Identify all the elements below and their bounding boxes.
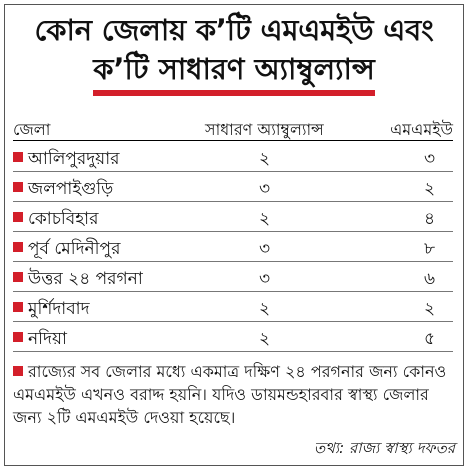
district-name: নদিয়া	[28, 329, 67, 349]
row-marker	[13, 182, 23, 192]
district-name: আলিপুরদুয়ার	[28, 149, 120, 169]
table-row	[13, 232, 453, 262]
footnote-marker	[13, 366, 23, 376]
infographic-card	[4, 4, 464, 466]
table-row	[13, 142, 453, 172]
row-marker	[13, 242, 23, 252]
mmu-count: ৪	[423, 209, 435, 229]
row-marker	[13, 302, 23, 312]
mmu-count: ৫	[423, 329, 435, 349]
header-divider	[13, 140, 453, 141]
row-marker	[13, 152, 23, 162]
table-row	[13, 292, 453, 322]
general-ambulance-count: ২	[259, 149, 271, 169]
row-marker	[13, 332, 23, 342]
general-ambulance-count: ২	[259, 209, 271, 229]
district-name: মুর্শিদাবাদ	[28, 299, 90, 319]
header-general-ambulance: সাধারণ অ্যাম্বুল্যান্স	[205, 120, 324, 139]
general-ambulance-count: ২	[259, 299, 271, 319]
table-header	[13, 117, 453, 141]
footnote-text: রাজ্যের সব জেলার মধ্যে একমাত্র দক্ষিণ ২৪ পরগনার জন্য কোনও এমএমইউ এখনও বরাদ্দ হয়নি। যদিও ডায়মন্ডহারবার স্বাস্থ্য জেলার জন্য ২টি এমএমইউ দেওয়া হয়েছে।	[13, 362, 447, 427]
source-credit: তথ্য: রাজ্য স্বাস্থ্য দফতর	[313, 439, 455, 457]
title-underline	[93, 90, 375, 96]
general-ambulance-count: ৩	[259, 179, 271, 199]
district-name: উত্তর ২৪ পরগনা	[28, 269, 143, 289]
mmu-count: ৩	[423, 149, 435, 169]
table-row	[13, 202, 453, 232]
mmu-count: ৬	[423, 269, 435, 289]
mmu-count: ২	[423, 299, 435, 319]
mmu-count: ৮	[423, 239, 435, 259]
header-mmu: এমএমইউ	[390, 120, 453, 139]
general-ambulance-count: ৩	[259, 239, 271, 259]
mmu-count: ২	[423, 179, 435, 199]
general-ambulance-count: ২	[259, 329, 271, 349]
district-name: কোচবিহার	[28, 209, 99, 229]
row-marker	[13, 212, 23, 222]
header-district: জেলা	[13, 120, 51, 139]
title-line-1: কোন জেলায় ক’টি এমএমইউ এবং	[34, 13, 434, 47]
general-ambulance-count: ৩	[259, 269, 271, 289]
footnote	[13, 360, 453, 429]
title-line-2: ক’টি সাধারণ অ্যাম্বুল্যান্স	[93, 52, 375, 86]
row-divider	[13, 351, 453, 352]
district-name: পূর্ব মেদিনীপুর	[28, 239, 121, 259]
district-name: জলপাইগুড়ি	[28, 179, 114, 199]
table-row	[13, 322, 453, 352]
row-marker	[13, 272, 23, 282]
table-row	[13, 172, 453, 202]
table-row	[13, 262, 453, 292]
